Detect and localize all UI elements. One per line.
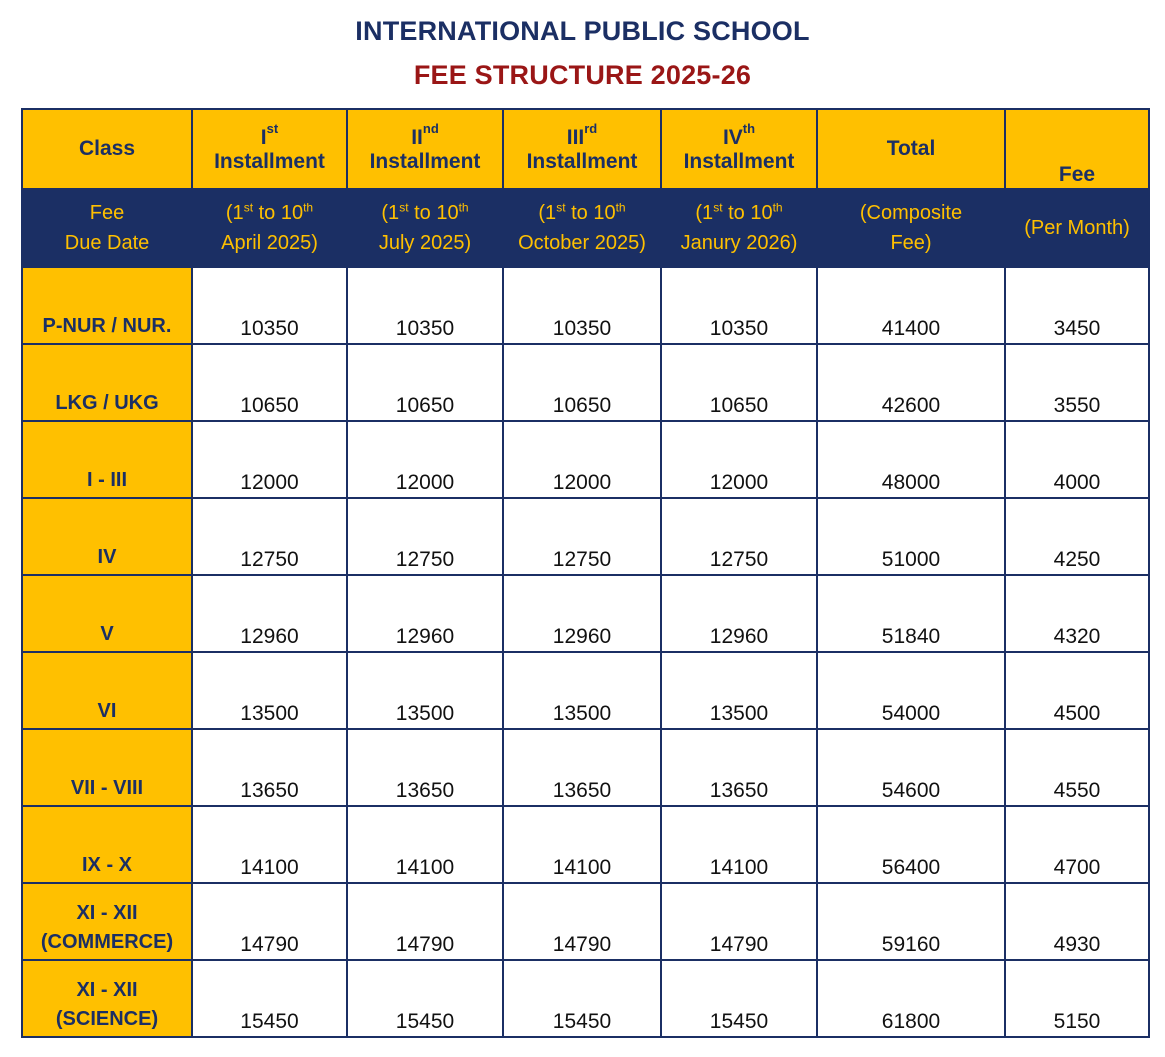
class-cell: VII - VIII: [22, 729, 192, 806]
installment-3-cell: 15450: [503, 960, 661, 1037]
class-cell: V: [22, 575, 192, 652]
table-row: [22, 267, 1149, 344]
table-row: [22, 652, 1149, 729]
monthly-fee-cell: 3450: [1005, 267, 1149, 344]
installment-3-cell: 10650: [503, 344, 661, 421]
monthly-fee-cell: 4930: [1005, 883, 1149, 960]
installment-2-cell: 14790: [347, 883, 503, 960]
header-installment-3: IIIrd Installment: [503, 109, 661, 189]
total-cell: 41400: [817, 267, 1005, 344]
header-row: [22, 109, 1149, 189]
table-row: [22, 575, 1149, 652]
header-installment-2: IInd Installment: [347, 109, 503, 189]
installment-2-cell: 12750: [347, 498, 503, 575]
installment-1-cell: 10350: [192, 267, 347, 344]
total-cell: 51000: [817, 498, 1005, 575]
monthly-fee-cell: 4000: [1005, 421, 1149, 498]
due-date-installment-1: (1st to 10th April 2025): [192, 189, 347, 267]
installment-3-cell: 14100: [503, 806, 661, 883]
school-name: INTERNATIONAL PUBLIC SCHOOL: [355, 16, 810, 46]
fee-table: [21, 108, 1150, 1038]
installment-2-cell: 14100: [347, 806, 503, 883]
installment-1-cell: 10650: [192, 344, 347, 421]
class-cell: IX - X: [22, 806, 192, 883]
installment-4-cell: 13500: [661, 652, 817, 729]
table-row: [22, 729, 1149, 806]
due-date-row: [22, 189, 1149, 267]
installment-1-cell: 13650: [192, 729, 347, 806]
total-cell: 42600: [817, 344, 1005, 421]
class-cell: XI - XII (SCIENCE): [22, 960, 192, 1037]
due-date-installment-2: (1st to 10th July 2025): [347, 189, 503, 267]
installment-4-cell: 10350: [661, 267, 817, 344]
header-class: Class: [22, 109, 192, 189]
installment-3-cell: 12960: [503, 575, 661, 652]
installment-4-cell: 14100: [661, 806, 817, 883]
monthly-fee-cell: 4550: [1005, 729, 1149, 806]
installment-2-cell: 13650: [347, 729, 503, 806]
table-row: [22, 344, 1149, 421]
table-row: [22, 421, 1149, 498]
installment-1-cell: 12750: [192, 498, 347, 575]
monthly-fee-cell: 4500: [1005, 652, 1149, 729]
due-date-fee-note: (Per Month): [1005, 189, 1149, 267]
installment-4-cell: 13650: [661, 729, 817, 806]
fee-structure-title: FEE STRUCTURE 2025-26: [413, 60, 752, 90]
header-installment-1: Ist Installment: [192, 109, 347, 189]
installment-4-cell: 10650: [661, 344, 817, 421]
installment-2-cell: 15450: [347, 960, 503, 1037]
class-cell: P-NUR / NUR.: [22, 267, 192, 344]
installment-3-cell: 13500: [503, 652, 661, 729]
due-date-total-note: (Composite Fee): [817, 189, 1005, 267]
table-row: [22, 806, 1149, 883]
table-row: [22, 498, 1149, 575]
installment-4-cell: 12960: [661, 575, 817, 652]
header-installment-4: IVth Installment: [661, 109, 817, 189]
table-row: [22, 960, 1149, 1037]
installment-4-cell: 12750: [661, 498, 817, 575]
due-date-label: Fee Due Date: [22, 189, 192, 267]
installment-1-cell: 12960: [192, 575, 347, 652]
installment-1-cell: 12000: [192, 421, 347, 498]
monthly-fee-cell: 3550: [1005, 344, 1149, 421]
table-row: [22, 883, 1149, 960]
monthly-fee-cell: 4320: [1005, 575, 1149, 652]
total-cell: 61800: [817, 960, 1005, 1037]
class-cell: IV: [22, 498, 192, 575]
class-cell: LKG / UKG: [22, 344, 192, 421]
installment-2-cell: 13500: [347, 652, 503, 729]
monthly-fee-cell: 5150: [1005, 960, 1149, 1037]
installment-2-cell: 10350: [347, 267, 503, 344]
installment-1-cell: 14790: [192, 883, 347, 960]
installment-3-cell: 12750: [503, 498, 661, 575]
installment-3-cell: 14790: [503, 883, 661, 960]
total-cell: 54000: [817, 652, 1005, 729]
class-cell: I - III: [22, 421, 192, 498]
class-cell: XI - XII (COMMERCE): [22, 883, 192, 960]
installment-2-cell: 12000: [347, 421, 503, 498]
installment-2-cell: 12960: [347, 575, 503, 652]
installment-1-cell: 13500: [192, 652, 347, 729]
installment-4-cell: 14790: [661, 883, 817, 960]
total-cell: 59160: [817, 883, 1005, 960]
total-cell: 56400: [817, 806, 1005, 883]
installment-1-cell: 14100: [192, 806, 347, 883]
header-fee: Fee: [1005, 109, 1149, 189]
installment-3-cell: 10350: [503, 267, 661, 344]
installment-4-cell: 12000: [661, 421, 817, 498]
installment-2-cell: 10650: [347, 344, 503, 421]
installment-4-cell: 15450: [661, 960, 817, 1037]
total-cell: 48000: [817, 421, 1005, 498]
class-cell: VI: [22, 652, 192, 729]
installment-3-cell: 13650: [503, 729, 661, 806]
due-date-installment-3: (1st to 10th October 2025): [503, 189, 661, 267]
total-cell: 51840: [817, 575, 1005, 652]
installment-1-cell: 15450: [192, 960, 347, 1037]
due-date-installment-4: (1st to 10th Janury 2026): [661, 189, 817, 267]
monthly-fee-cell: 4250: [1005, 498, 1149, 575]
installment-3-cell: 12000: [503, 421, 661, 498]
monthly-fee-cell: 4700: [1005, 806, 1149, 883]
total-cell: 54600: [817, 729, 1005, 806]
header-total: Total: [817, 109, 1005, 189]
